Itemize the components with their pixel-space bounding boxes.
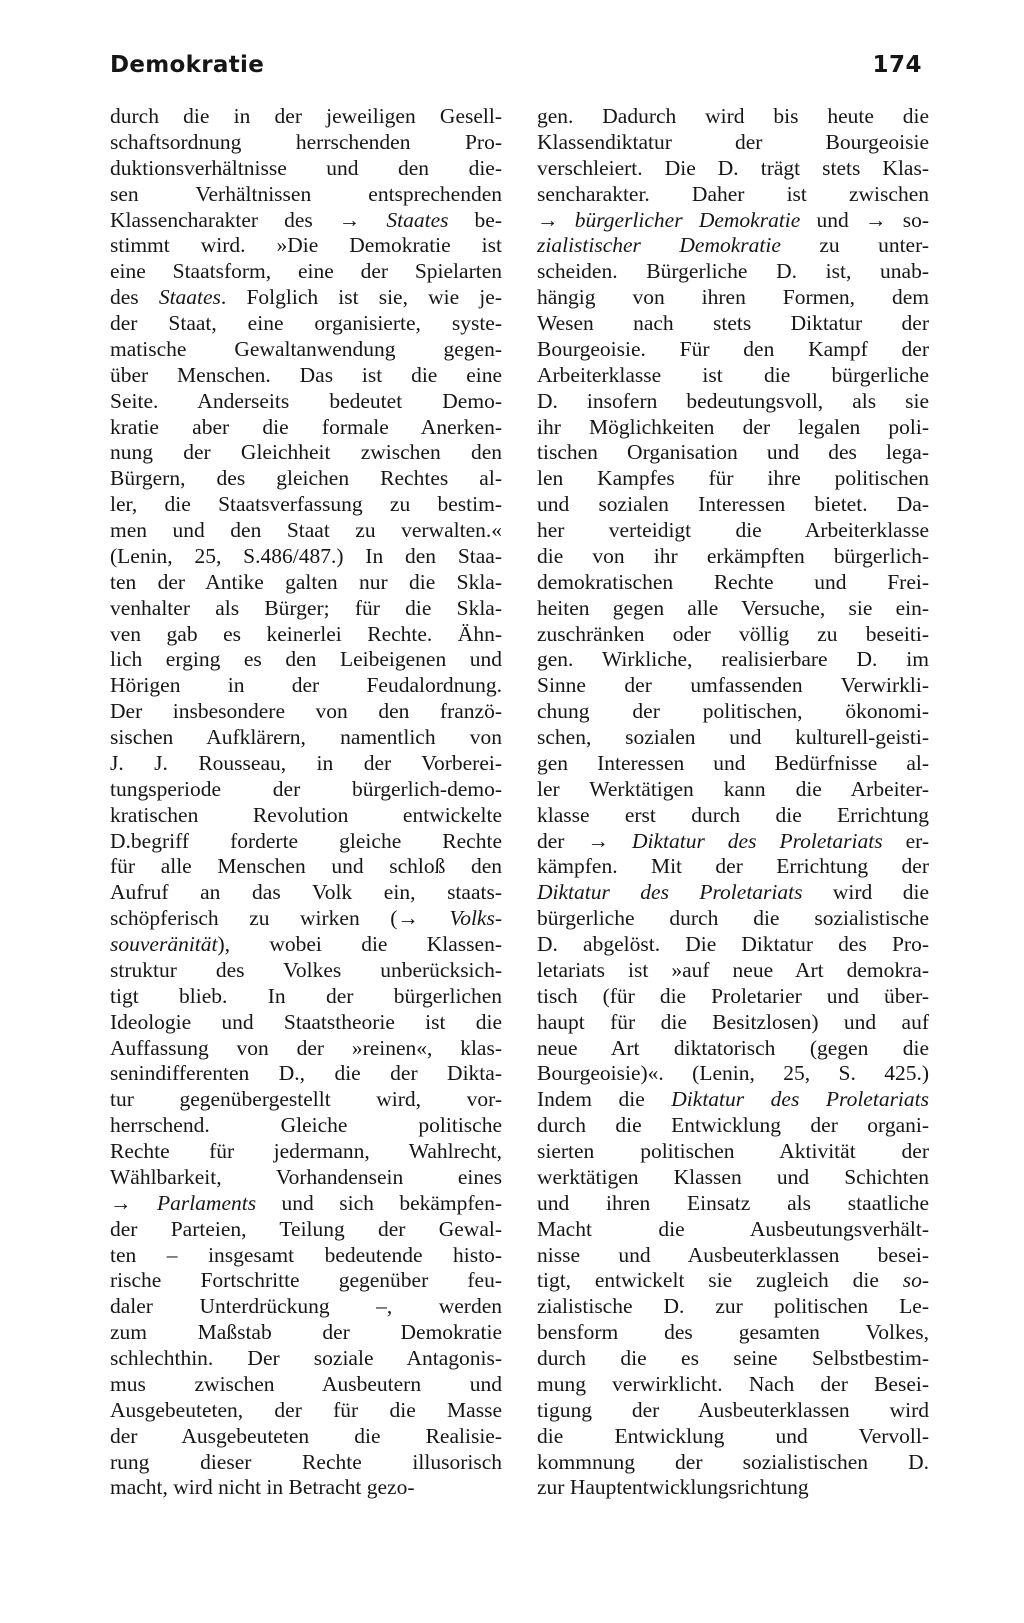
text-line: haupt für die Besitzlosen) und auf xyxy=(537,1009,929,1034)
text-line: ten der Antike galten nur die Skla- xyxy=(110,569,502,594)
text-line: ler, die Staatsverfassung zu bestim- xyxy=(110,492,502,517)
text-line: zialistischer Demokratie zu unter- xyxy=(537,233,929,258)
text-line: tur gegenübergestellt wird, vor- xyxy=(110,1087,502,1112)
text-line: tigt blieb. In der bürgerlichen xyxy=(110,983,502,1008)
text-line: tigt, entwickelt sie zugleich die so- xyxy=(537,1268,929,1293)
text-line: verschleiert. Die D. trägt stets Klas- xyxy=(537,155,929,180)
text-line: werktätigen Klassen und Schichten xyxy=(537,1164,929,1189)
text-line: → Parlaments und sich bekämpfen- xyxy=(110,1190,502,1215)
text-line: kratie aber die formale Anerken- xyxy=(110,414,502,439)
text-line: Ausgebeuteten, der für die Masse xyxy=(110,1397,502,1422)
text-line: scheiden. Bürgerliche D. ist, unab- xyxy=(537,259,929,284)
text-line: durch die es seine Selbstbestim- xyxy=(537,1346,929,1370)
cross-reference-term: so- xyxy=(902,1268,929,1293)
text-line: sencharakter. Daher ist zwischen xyxy=(537,181,929,206)
text-line: der Staat, eine organisierte, syste- xyxy=(110,311,502,335)
text-line: Wesen nach stets Diktatur der xyxy=(537,311,929,335)
text-line: Indem die Diktatur des Proletariats xyxy=(537,1087,929,1112)
text-line: len Kampfes für ihre politischen xyxy=(537,466,929,491)
text-line: chung der politischen, ökonomi- xyxy=(537,699,929,724)
text-line: nung der Gleichheit zwischen den xyxy=(110,440,502,465)
text-line: bürgerliche durch die sozialistische xyxy=(537,906,929,931)
text-line: Ideologie und Staatstheorie ist die xyxy=(110,1009,502,1034)
text-line: Hörigen in der Feudalordnung. xyxy=(110,673,502,698)
text-line: macht, wird nicht in Betracht gezo- xyxy=(110,1475,415,1500)
text-column-left xyxy=(110,104,502,1501)
text-line: J. J. Rousseau, in der Vorberei- xyxy=(110,750,502,775)
text-line: D. abgelöst. Die Diktatur des Pro- xyxy=(537,932,929,956)
text-line: ihr Möglichkeiten der legalen poli- xyxy=(537,414,929,439)
text-line: der Parteien, Teilung der Gewal- xyxy=(110,1216,502,1241)
text-line: tigung der Ausbeuterklassen wird xyxy=(537,1397,929,1422)
running-head-word: Demokratie xyxy=(110,52,265,78)
text-line: mung verwirklicht. Nach der Besei- xyxy=(537,1371,929,1396)
text-line: des Staates. Folglich ist sie, wie je- xyxy=(110,285,502,310)
cross-reference-term: Parlaments xyxy=(156,1190,257,1215)
text-line: Klassendiktatur der Bourgeoisie xyxy=(537,129,929,154)
text-line: Auffassung von der »reinen«, klas- xyxy=(110,1035,502,1060)
text-line: schöpferisch zu wirken (→ Volks- xyxy=(110,906,502,931)
text-line: schlechthin. Der soziale Antagonis- xyxy=(110,1346,502,1370)
cross-reference-term: Diktatur des Proletariats xyxy=(537,880,803,905)
text-line: Arbeiterklasse ist die bürgerliche xyxy=(537,362,929,387)
text-line: gen Interessen und Bedürfnisse al- xyxy=(537,750,929,775)
text-line: und sozialen Interessen bietet. Da- xyxy=(537,492,929,517)
text-line: kämpfen. Mit der Errichtung der xyxy=(537,854,929,879)
text-line: bensform des gesamten Volkes, xyxy=(537,1320,929,1345)
text-line: Aufruf an das Volk ein, staats- xyxy=(110,880,502,905)
text-line: herrschend. Gleiche politische xyxy=(110,1113,502,1138)
text-line: her verteidigt die Arbeiterklasse xyxy=(537,518,929,542)
text-line: venhalter als Bürger; für die Skla- xyxy=(110,595,502,620)
text-line: nisse und Ausbeuterklassen besei- xyxy=(537,1242,929,1267)
text-line: senindifferenten D., die der Dikta- xyxy=(110,1061,502,1086)
text-line: durch die Entwicklung der organi- xyxy=(537,1113,929,1138)
text-line: die Entwicklung und Vervoll- xyxy=(537,1423,929,1448)
text-line: ler Werktätigen kann die Arbeiter- xyxy=(537,776,929,801)
text-line: rische Fortschritte gegenüber feu- xyxy=(110,1268,502,1293)
text-line: kratischen Revolution entwickelte xyxy=(110,802,502,827)
text-line: schen, sozialen und kulturell-geisti- xyxy=(537,725,929,749)
cross-reference-term: Diktatur des Proletariats xyxy=(631,828,883,853)
page-number: 174 xyxy=(872,52,922,78)
text-line: Sinne der umfassenden Verwirkli- xyxy=(537,673,929,698)
text-line: Der insbesondere von den franzö- xyxy=(110,699,502,724)
text-line: Bourgeoisie)«. (Lenin, 25, S. 425.) xyxy=(537,1061,929,1086)
text-line: ven gab es keinerlei Rechte. Ähn- xyxy=(110,621,502,646)
text-line: Bürgern, des gleichen Rechtes al- xyxy=(110,466,502,491)
text-line: tisch (für die Proletarier und über- xyxy=(537,983,929,1008)
text-line: struktur des Volkes unberücksich- xyxy=(110,957,502,982)
text-line: hängig von ihren Formen, dem xyxy=(537,285,929,310)
text-line: neue Art diktatorisch (gegen die xyxy=(537,1035,929,1060)
text-line: ten – insgesamt bedeutende histo- xyxy=(110,1242,502,1267)
cross-reference-term: zialistischer Demokratie xyxy=(537,233,781,258)
text-line: heiten gegen alle Versuche, sie ein- xyxy=(537,595,929,620)
cross-reference-term: bürgerlicher Demokratie xyxy=(574,207,801,232)
text-line: eine Staatsform, eine der Spielarten xyxy=(110,259,502,284)
text-line: tungsperiode der bürgerlich-demo- xyxy=(110,776,502,801)
cross-reference-term: Diktatur des Proletariats xyxy=(671,1087,929,1112)
text-line: rung dieser Rechte illusorisch xyxy=(110,1449,502,1474)
text-line: der Ausgebeuteten die Realisie- xyxy=(110,1423,502,1448)
text-line: und ihren Einsatz als staatliche xyxy=(537,1190,929,1215)
text-line: D.begriff forderte gleiche Rechte xyxy=(110,828,502,853)
text-line: klasse erst durch die Errichtung xyxy=(537,802,929,827)
text-column-right xyxy=(537,104,929,1501)
text-line: sierten politischen Aktivität der xyxy=(537,1139,929,1163)
text-line: → bürgerlicher Demokratie und → so- xyxy=(537,207,929,232)
text-line: matische Gewaltanwendung gegen- xyxy=(110,336,502,361)
text-line: duktionsverhältnisse und den die- xyxy=(110,155,502,180)
text-line: Bourgeoisie. Für den Kampf der xyxy=(537,336,929,361)
text-line: sen Verhältnissen entsprechenden xyxy=(110,181,502,206)
text-line: demokratischen Rechte und Frei- xyxy=(537,569,929,594)
text-line: der → Diktatur des Proletariats er- xyxy=(537,828,930,853)
text-line: D. insofern bedeutungsvoll, als sie xyxy=(537,388,929,413)
text-line: zum Maßstab der Demokratie xyxy=(110,1320,502,1345)
text-line: lich erging es den Leibeigenen und xyxy=(110,647,502,672)
cross-reference-term: Staates xyxy=(386,207,449,232)
text-line: für alle Menschen und schloß den xyxy=(110,854,502,879)
text-line: men und den Staat zu verwalten.« xyxy=(110,518,502,542)
text-line: durch die in der jeweiligen Gesell- xyxy=(110,104,502,128)
page-header xyxy=(0,52,1024,92)
text-line: über Menschen. Das ist die eine xyxy=(110,362,502,387)
text-line: tischen Organisation und des lega- xyxy=(537,440,929,465)
cross-reference-term: Staates xyxy=(158,285,221,310)
text-line: kommnung der sozialistischen D. xyxy=(537,1449,929,1474)
text-line: daler Unterdrückung –, werden xyxy=(110,1294,502,1319)
text-line: souveränität), wobei die Klassen- xyxy=(110,932,502,956)
text-line: Seite. Anderseits bedeutet Demo- xyxy=(110,388,502,413)
text-line: Rechte für jedermann, Wahlrecht, xyxy=(110,1139,502,1163)
text-line: Wählbarkeit, Vorhandensein eines xyxy=(110,1164,502,1189)
cross-reference-term: souveränität xyxy=(110,932,218,956)
text-line: zuschränken oder völlig zu beseiti- xyxy=(537,621,929,646)
text-line: sischen Aufklärern, namentlich von xyxy=(110,725,502,749)
text-line: Macht die Ausbeutungsverhält- xyxy=(537,1216,929,1241)
text-line: stimmt wird. »Die Demokratie ist xyxy=(110,233,502,258)
text-line: schaftsordnung herrschenden Pro- xyxy=(110,129,502,154)
text-line: gen. Wirkliche, realisierbare D. im xyxy=(537,647,929,672)
text-line: gen. Dadurch wird bis heute die xyxy=(537,104,929,128)
text-line: zialistische D. zur politischen Le- xyxy=(537,1294,929,1319)
text-line: Diktatur des Proletariats wird die xyxy=(537,880,929,905)
cross-reference-term: Volks- xyxy=(449,906,502,931)
text-line: Klassencharakter des → Staates be- xyxy=(110,207,502,232)
text-line: die von ihr erkämpften bürgerlich- xyxy=(537,543,929,568)
text-line: letariats ist »auf neue Art demokra- xyxy=(537,957,929,982)
text-line: zur Hauptentwicklungsrichtung xyxy=(537,1475,809,1500)
text-line: mus zwischen Ausbeutern und xyxy=(110,1371,502,1396)
text-line: (Lenin, 25, S.486/487.) In den Staa- xyxy=(110,543,502,568)
